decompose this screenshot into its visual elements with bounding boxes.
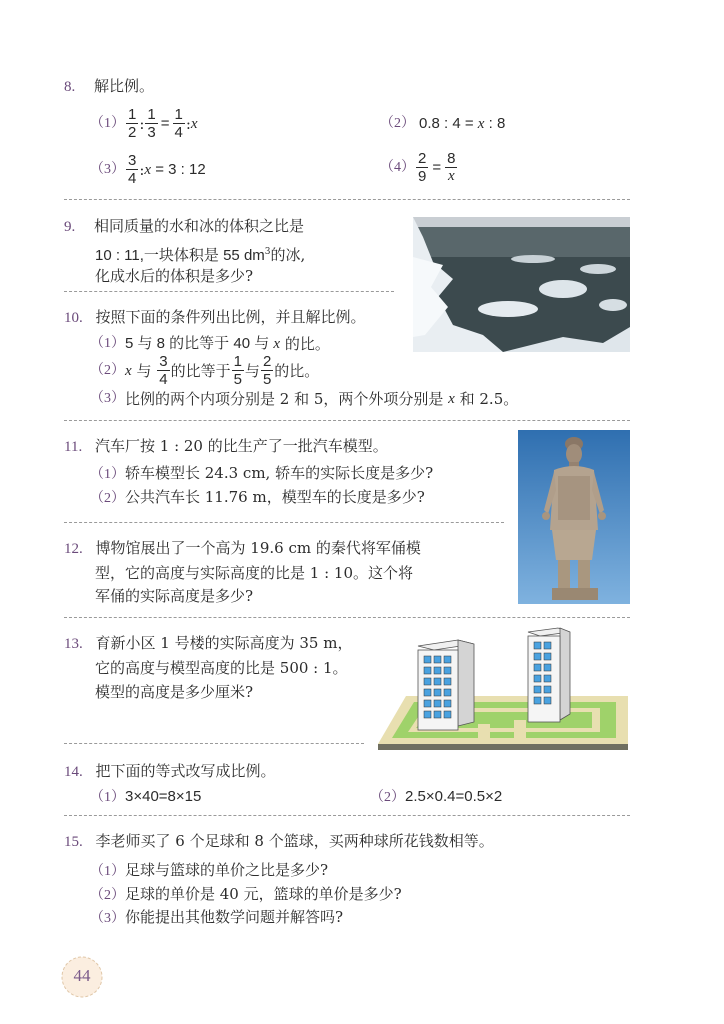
q12-number: 12. (64, 541, 83, 557)
q12-line2: 型，它的高度与实际高度的比是 1 : 10。这个将 (95, 564, 413, 582)
divider (64, 291, 394, 292)
q9-line2: 10 : 11,一块体积是 55 $dm^3$的冰, (95, 246, 306, 264)
q13-line1: 13. 育新小区 1 号楼的实际高度为 35 m， (64, 634, 353, 652)
q10-header: 10. 按照下面的条件列出比例，并且解比例。 (64, 308, 366, 326)
page-number: 44 (73, 966, 91, 985)
q11-header: 11. 汽车厂按 1 : 20 的比生产了一批汽车模型。 (64, 437, 388, 455)
part-label: （2） (380, 116, 415, 131)
q15-part3: （3）你能提出其他数学问题并解答吗? (90, 908, 344, 926)
q14-part1: （1）3×40=8×15 (90, 788, 202, 805)
q14-header: 14. 把下面的等式改写成比例。 (64, 762, 276, 780)
q9-line3: 化成水后的体积是多少? (95, 267, 254, 285)
part-label: （3） (90, 391, 125, 406)
fraction: $\frac{1}{5}$ (233, 353, 242, 388)
divider (64, 743, 364, 744)
part-label: （3） (90, 911, 125, 926)
q11-part1: （1）轿车模型长 24.3 cm, 轿车的实际长度是多少? (90, 464, 434, 482)
terracotta-warrior-photo (518, 430, 630, 604)
divider (64, 617, 630, 618)
q15-part2: （2）足球的单价是 40 元，篮球的单价是多少? (90, 885, 402, 903)
ice-photo (413, 217, 630, 352)
divider (64, 815, 630, 816)
q14-number: 14. (64, 764, 83, 780)
part-label: （3） (90, 161, 125, 177)
q14-part2: （2）2.5×0.4=0.5×2 (370, 788, 503, 805)
q8-header (64, 74, 154, 99)
q13-number: 13. (64, 636, 83, 652)
q10-number: 10. (64, 310, 83, 326)
part-label: （1） (90, 467, 125, 482)
fraction: $\frac{2}{9}$ (418, 150, 427, 185)
part-label: （1） (90, 115, 125, 131)
fraction: $\frac{1}{2}$ (128, 106, 137, 141)
divider (64, 522, 504, 523)
q10-part3: （3） 比例的两个内项分别是 2 和 5，两个外项分别是 x 和 2.5。 (90, 387, 518, 411)
q8-number: 8. (64, 79, 76, 95)
q15-header: 15. 李老师买了 6 个足球和 8 个篮球，买两种球所花钱数相等。 (64, 832, 494, 850)
q8-part2: （2） 0.8 : 4 = x : 8 (380, 112, 505, 136)
q15-part1: （1）足球与篮球的单价之比是多少? (90, 861, 329, 879)
building-model-illustration (378, 624, 630, 766)
q12-line3: 军俑的实际高度是多少? (95, 587, 254, 605)
q11-part2: （2）公共汽车长 11.76 m，模型车的长度是多少? (90, 488, 425, 506)
fraction: $\frac{8}{x}$ (447, 150, 456, 184)
q10-part2: （2） x 与 $\frac{3}{4}$ 的比等于 $\frac{1}{5}$ 与 $\frac{2}{5}$ 的比。 (90, 353, 320, 388)
part-label: （4） (380, 159, 415, 175)
part-label: （1） (90, 790, 125, 805)
part-label: （2） (90, 362, 125, 378)
fraction: $\frac{1}{3}$ (147, 106, 156, 141)
q10-part1: （1） 5 与 8 的比等于 40 与 x 的比。 (90, 332, 330, 356)
divider (64, 420, 630, 421)
divider (64, 199, 630, 200)
fraction: $\frac{3}{4}$ (128, 152, 137, 187)
q13-line2: 它的高度与模型高度的比是 500 : 1。 (95, 659, 348, 677)
part-label: （1） (90, 864, 125, 879)
q15-number: 15. (64, 834, 83, 850)
q9-line1: 9. 相同质量的水和冰的体积之比是 (64, 217, 305, 235)
part-label: （2） (90, 491, 125, 506)
q9-number: 9. (64, 219, 76, 235)
q8-part1: （1） $\frac{1}{2}$ : $\frac{1}{3}$ = $\frac{1}{4}$ : x (90, 106, 198, 141)
fraction: $\frac{2}{5}$ (262, 353, 272, 388)
part-label: （1） (90, 336, 125, 351)
q8-part4: （4） $\frac{2}{9}$ = $\frac{8}{x}$ (380, 150, 456, 185)
q12-line1: 12. 博物馆展出了一个高为 19.6 cm 的秦代将军俑模 (64, 539, 421, 557)
q13-line3: 模型的高度是多少厘米? (95, 683, 254, 701)
part-label: （2） (370, 790, 405, 805)
q11-number: 11. (64, 439, 83, 455)
q8-title: 解比例。 (94, 77, 155, 95)
part-label: （2） (90, 888, 125, 903)
q8-part3: （3） $\frac{3}{4}$ : x = 3 : 12 (90, 152, 206, 187)
fraction: $\frac{1}{4}$ (174, 106, 183, 141)
fraction: $\frac{3}{4}$ (159, 353, 168, 388)
page-number-badge (60, 955, 104, 999)
